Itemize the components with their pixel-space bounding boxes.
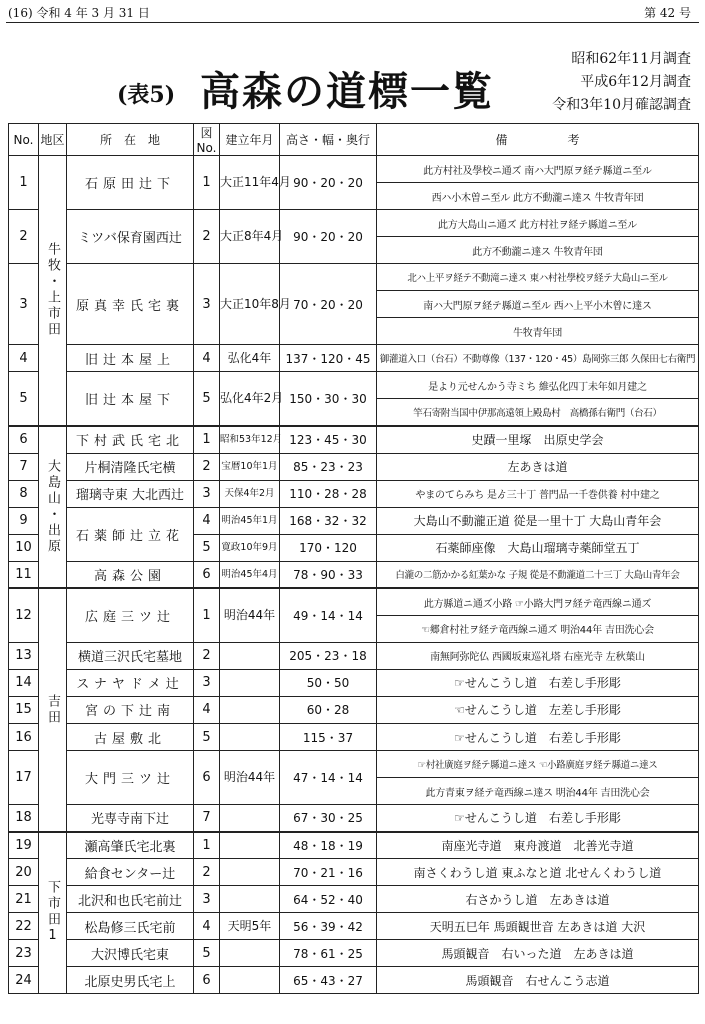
dims-cell: 168・32・32 xyxy=(280,507,377,534)
remarks-cell: 御灌道入口（台石）不動尊像（137・120・45）島岡弥三郎 久保田七右衛門 xyxy=(377,345,699,372)
location-cell: 石原田辻下 xyxy=(67,156,194,210)
map-no-cell: 5 xyxy=(194,940,220,967)
year-cell xyxy=(220,723,280,750)
location-cell: 瑠璃寺東 大北西辻 xyxy=(67,480,194,507)
row-no: 8 xyxy=(9,480,39,507)
map-no-cell: 5 xyxy=(194,534,220,561)
location-cell: 古屋敷北 xyxy=(67,723,194,750)
remarks-cell: 此方青東ヲ経テ竜西線ニ達ス 明治44年 吉田洗心会 xyxy=(377,778,699,805)
location-cell: 宮の下辻南 xyxy=(67,696,194,723)
table-row xyxy=(9,426,699,453)
remarks-cell: 南ハ大門原ヲ経テ縣道ニ至ル 西ハ上平小木曾に達ス xyxy=(377,291,699,318)
dims-cell: 65・43・27 xyxy=(280,967,377,994)
map-no-cell: 1 xyxy=(194,156,220,210)
remarks-cell: 史蹟一里塚 出原史学会 xyxy=(377,426,699,453)
dims-cell: 123・45・30 xyxy=(280,426,377,453)
year-cell: 天保4年2月 xyxy=(220,480,280,507)
remarks-cell: ☞せんこうし道 右差し手形彫 xyxy=(377,805,699,832)
table-label: (表5) xyxy=(117,82,176,108)
map-no-cell: 2 xyxy=(194,642,220,669)
location-cell: 北原史男氏宅上 xyxy=(67,967,194,994)
dims-cell: 205・23・18 xyxy=(280,642,377,669)
location-cell: 片桐清隆氏宅横 xyxy=(67,453,194,480)
table-row xyxy=(9,940,699,967)
year-cell xyxy=(220,940,280,967)
year-cell: 昭和53年12月 xyxy=(220,426,280,453)
location-cell: 横道三沢氏宅墓地 xyxy=(67,642,194,669)
remarks-cell: 南さくわうし道 東ふなと道 北せんくわうし道 xyxy=(377,859,699,886)
header-year: 建立年月 xyxy=(220,124,280,156)
map-no-cell: 2 xyxy=(194,859,220,886)
year-cell xyxy=(220,805,280,832)
year-cell: 明治44年 xyxy=(220,751,280,805)
header-district: 地区 xyxy=(39,124,67,156)
map-no-cell: 2 xyxy=(194,210,220,264)
district-cell: 下市田1 xyxy=(39,832,67,994)
row-no: 9 xyxy=(9,507,39,534)
dims-cell: 85・23・23 xyxy=(280,453,377,480)
table-row xyxy=(9,832,699,859)
row-no: 7 xyxy=(9,453,39,480)
district-cell: 大島山・出原 xyxy=(39,426,67,588)
year-cell xyxy=(220,832,280,859)
map-no-cell: 6 xyxy=(194,751,220,805)
table-row xyxy=(9,913,699,940)
remarks-cell: 馬頭観音 右いった道 左あきは道 xyxy=(377,940,699,967)
survey-note: 平成6年12月調査 xyxy=(580,74,691,90)
district-group xyxy=(9,156,699,426)
remarks-cell: 右さかうし道 左あきは道 xyxy=(377,886,699,913)
table-row xyxy=(9,967,699,994)
remarks-cell: 西ハ小木曽ニ至ル 此方不動瀧ニ達ス 牛牧青年団 xyxy=(377,183,699,210)
map-no-cell: 4 xyxy=(194,507,220,534)
header-dims: 高さ・幅・奥行 xyxy=(280,124,377,156)
map-no-cell: 3 xyxy=(194,886,220,913)
remarks-cell: 南座光寺道 東舟渡道 北善光寺道 xyxy=(377,832,699,859)
map-no-cell: 3 xyxy=(194,669,220,696)
map-no-cell: 6 xyxy=(194,561,220,588)
location-cell: 松島修三氏宅前 xyxy=(67,913,194,940)
signpost-table xyxy=(8,123,699,994)
map-no-cell: 1 xyxy=(194,588,220,642)
row-no: 14 xyxy=(9,669,39,696)
district-group xyxy=(9,588,699,831)
table-row xyxy=(9,723,699,750)
year-cell xyxy=(220,642,280,669)
map-no-cell: 6 xyxy=(194,967,220,994)
map-no-cell: 7 xyxy=(194,805,220,832)
table-row xyxy=(9,480,699,507)
map-no-cell: 5 xyxy=(194,372,220,426)
dims-cell: 110・28・28 xyxy=(280,480,377,507)
survey-note: 昭和62年11月調査 xyxy=(571,51,691,67)
row-no: 2 xyxy=(9,210,39,264)
district-group xyxy=(9,832,699,994)
remarks-cell: 竿石寄附当国中伊那高遠領上殿島村 高橋孫右衛門（台石） xyxy=(377,399,699,426)
year-cell: 大正8年4月 xyxy=(220,210,280,264)
location-cell: 石薬師辻立花 xyxy=(67,507,194,561)
map-no-cell: 4 xyxy=(194,913,220,940)
row-no: 23 xyxy=(9,940,39,967)
table-row xyxy=(9,805,699,832)
table-row xyxy=(9,345,699,372)
table-row xyxy=(9,751,699,778)
table-row xyxy=(9,642,699,669)
location-cell: 原真幸氏宅裏 xyxy=(67,264,194,345)
year-cell xyxy=(220,859,280,886)
dims-cell: 49・14・14 xyxy=(280,588,377,642)
row-no: 13 xyxy=(9,642,39,669)
remarks-cell: 馬頭観音 右せんこう志道 xyxy=(377,967,699,994)
remarks-cell: ☜郷倉村社ヲ経テ竜西線ニ通ズ 明治44年 吉田洗心会 xyxy=(377,615,699,642)
row-no: 12 xyxy=(9,588,39,642)
remarks-cell: 南無阿弥陀仏 西國坂東巡礼塔 右座光寺 左秋葉山 xyxy=(377,642,699,669)
dims-cell: 70・20・20 xyxy=(280,264,377,345)
header-remarks: 備 考 xyxy=(377,124,699,156)
map-no-cell: 1 xyxy=(194,426,220,453)
remarks-cell: 大島山不動瀧正道 從是一里十丁 大島山青年会 xyxy=(377,507,699,534)
row-no: 11 xyxy=(9,561,39,588)
table-row xyxy=(9,264,699,291)
year-cell: 弘化4年 xyxy=(220,345,280,372)
table-row xyxy=(9,453,699,480)
year-cell: 明治44年 xyxy=(220,588,280,642)
dims-cell: 50・50 xyxy=(280,669,377,696)
location-cell: 旧辻本屋上 xyxy=(67,345,194,372)
remarks-cell: ☞せんこうし道 右差し手形彫 xyxy=(377,723,699,750)
remarks-cell: 此方不動瀧ニ達ス 牛牧青年団 xyxy=(377,237,699,264)
year-cell: 弘化4年2月 xyxy=(220,372,280,426)
row-no: 21 xyxy=(9,886,39,913)
table-row xyxy=(9,669,699,696)
map-no-cell: 1 xyxy=(194,832,220,859)
header-location: 所 在 地 xyxy=(67,124,194,156)
remarks-cell: 此方村社及學校ニ通ズ 南ハ大門原ヲ経テ縣道ニ至ル xyxy=(377,156,699,183)
year-cell xyxy=(220,886,280,913)
header-map-no: 図No. xyxy=(194,124,220,156)
row-no: 10 xyxy=(9,534,39,561)
remarks-cell: 北ハ上平ヲ経テ不動滝ニ達ス 東ハ村社學校ヲ経テ大島山ニ至ル xyxy=(377,264,699,291)
table-row xyxy=(9,156,699,183)
map-no-cell: 5 xyxy=(194,723,220,750)
remarks-cell: 是より元せんかう寺ミち 維弘化四丁未年如月建之 xyxy=(377,372,699,399)
dims-cell: 47・14・14 xyxy=(280,751,377,805)
issue-number: 第 42 号 xyxy=(644,6,691,20)
location-cell: 広庭三ツ辻 xyxy=(67,588,194,642)
map-no-cell: 3 xyxy=(194,264,220,345)
location-cell: 給食センター辻 xyxy=(67,859,194,886)
location-cell: 大沢博氏宅東 xyxy=(67,940,194,967)
remarks-cell: ☜せんこうし道 左差し手形彫 xyxy=(377,696,699,723)
remarks-cell: ☞せんこうし道 右差し手形彫 xyxy=(377,669,699,696)
location-cell: 高森公園 xyxy=(67,561,194,588)
dims-cell: 150・30・30 xyxy=(280,372,377,426)
dims-cell: 64・52・40 xyxy=(280,886,377,913)
year-cell: 寛政10年9月 xyxy=(220,534,280,561)
table-row xyxy=(9,372,699,399)
page-title: 高森の道標一覧 xyxy=(200,68,494,115)
location-cell: 大門三ツ辻 xyxy=(67,751,194,805)
district-cell: 吉田 xyxy=(39,588,67,831)
location-cell: 光専寺南下辻 xyxy=(67,805,194,832)
location-cell: 瀬高肇氏宅北裏 xyxy=(67,832,194,859)
dims-cell: 56・39・42 xyxy=(280,913,377,940)
dims-cell: 170・120 xyxy=(280,534,377,561)
map-no-cell: 4 xyxy=(194,345,220,372)
dims-cell: 137・120・45 xyxy=(280,345,377,372)
header-no: No. xyxy=(9,124,39,156)
dims-cell: 70・21・16 xyxy=(280,859,377,886)
row-no: 18 xyxy=(9,805,39,832)
map-no-cell: 4 xyxy=(194,696,220,723)
table-row xyxy=(9,210,699,237)
dims-cell: 115・37 xyxy=(280,723,377,750)
row-no: 6 xyxy=(9,426,39,453)
row-no: 1 xyxy=(9,156,39,210)
dims-cell: 90・20・20 xyxy=(280,210,377,264)
table-row xyxy=(9,696,699,723)
dims-cell: 90・20・20 xyxy=(280,156,377,210)
table-row xyxy=(9,886,699,913)
survey-note: 令和3年10月確認調査 xyxy=(552,97,691,113)
district-group xyxy=(9,426,699,588)
remarks-cell: やまのてらみち 是ゟ三十丁 普門品一千巻供養 村中建之 xyxy=(377,480,699,507)
year-cell: 大正10年8月 xyxy=(220,264,280,345)
remarks-cell: 此方縣道ニ通ズ小路 ☞小路大門ヲ経テ竜西線ニ通ズ xyxy=(377,588,699,615)
remarks-cell: 牛牧青年団 xyxy=(377,318,699,345)
location-cell: ミツバ保育園西辻 xyxy=(67,210,194,264)
row-no: 5 xyxy=(9,372,39,426)
dims-cell: 78・61・25 xyxy=(280,940,377,967)
remarks-cell: 白瀧の二筋かかる紅葉かな 子規 從是不動瀧道二十三丁 大島山青年会 xyxy=(377,561,699,588)
dims-cell: 48・18・19 xyxy=(280,832,377,859)
row-no: 20 xyxy=(9,859,39,886)
dims-cell: 60・28 xyxy=(280,696,377,723)
row-no: 15 xyxy=(9,696,39,723)
year-cell: 天明5年 xyxy=(220,913,280,940)
year-cell: 大正11年4月 xyxy=(220,156,280,210)
map-no-cell: 2 xyxy=(194,453,220,480)
row-no: 3 xyxy=(9,264,39,345)
table-row xyxy=(9,588,699,615)
remarks-cell: 左あきは道 xyxy=(377,453,699,480)
header-rule xyxy=(6,22,699,23)
year-cell xyxy=(220,669,280,696)
year-cell: 明治45年4月 xyxy=(220,561,280,588)
year-cell: 明治45年1月 xyxy=(220,507,280,534)
table-row xyxy=(9,561,699,588)
row-no: 16 xyxy=(9,723,39,750)
row-no: 17 xyxy=(9,751,39,805)
remarks-cell: 石薬師座像 大島山瑠璃寺薬師堂五丁 xyxy=(377,534,699,561)
row-no: 4 xyxy=(9,345,39,372)
table-header-row xyxy=(9,124,699,156)
location-cell: 北沢和也氏宅前辻 xyxy=(67,886,194,913)
remarks-cell: ☞村社廣庭ヲ経テ縣道ニ達ス ☜小路廣庭ヲ経テ縣道ニ達ス xyxy=(377,751,699,778)
dims-cell: 67・30・25 xyxy=(280,805,377,832)
year-cell xyxy=(220,696,280,723)
table-row xyxy=(9,507,699,534)
year-cell xyxy=(220,967,280,994)
row-no: 22 xyxy=(9,913,39,940)
district-cell: 牛牧・上市田 xyxy=(39,156,67,426)
dims-cell: 78・90・33 xyxy=(280,561,377,588)
remarks-cell: 天明五巳年 馬頭観世音 左あきは道 大沢 xyxy=(377,913,699,940)
table-row xyxy=(9,859,699,886)
location-cell: 下村武氏宅北 xyxy=(67,426,194,453)
row-no: 19 xyxy=(9,832,39,859)
map-no-cell: 3 xyxy=(194,480,220,507)
location-cell: 旧辻本屋下 xyxy=(67,372,194,426)
issue-date: (16) 令和 4 年 3 月 31 日 xyxy=(8,6,150,20)
location-cell: スナヤドメ辻 xyxy=(67,669,194,696)
remarks-cell: 此方大島山ニ通ズ 此方村社ヲ経テ縣道ニ至ル xyxy=(377,210,699,237)
year-cell: 宝暦10年1月 xyxy=(220,453,280,480)
row-no: 24 xyxy=(9,967,39,994)
